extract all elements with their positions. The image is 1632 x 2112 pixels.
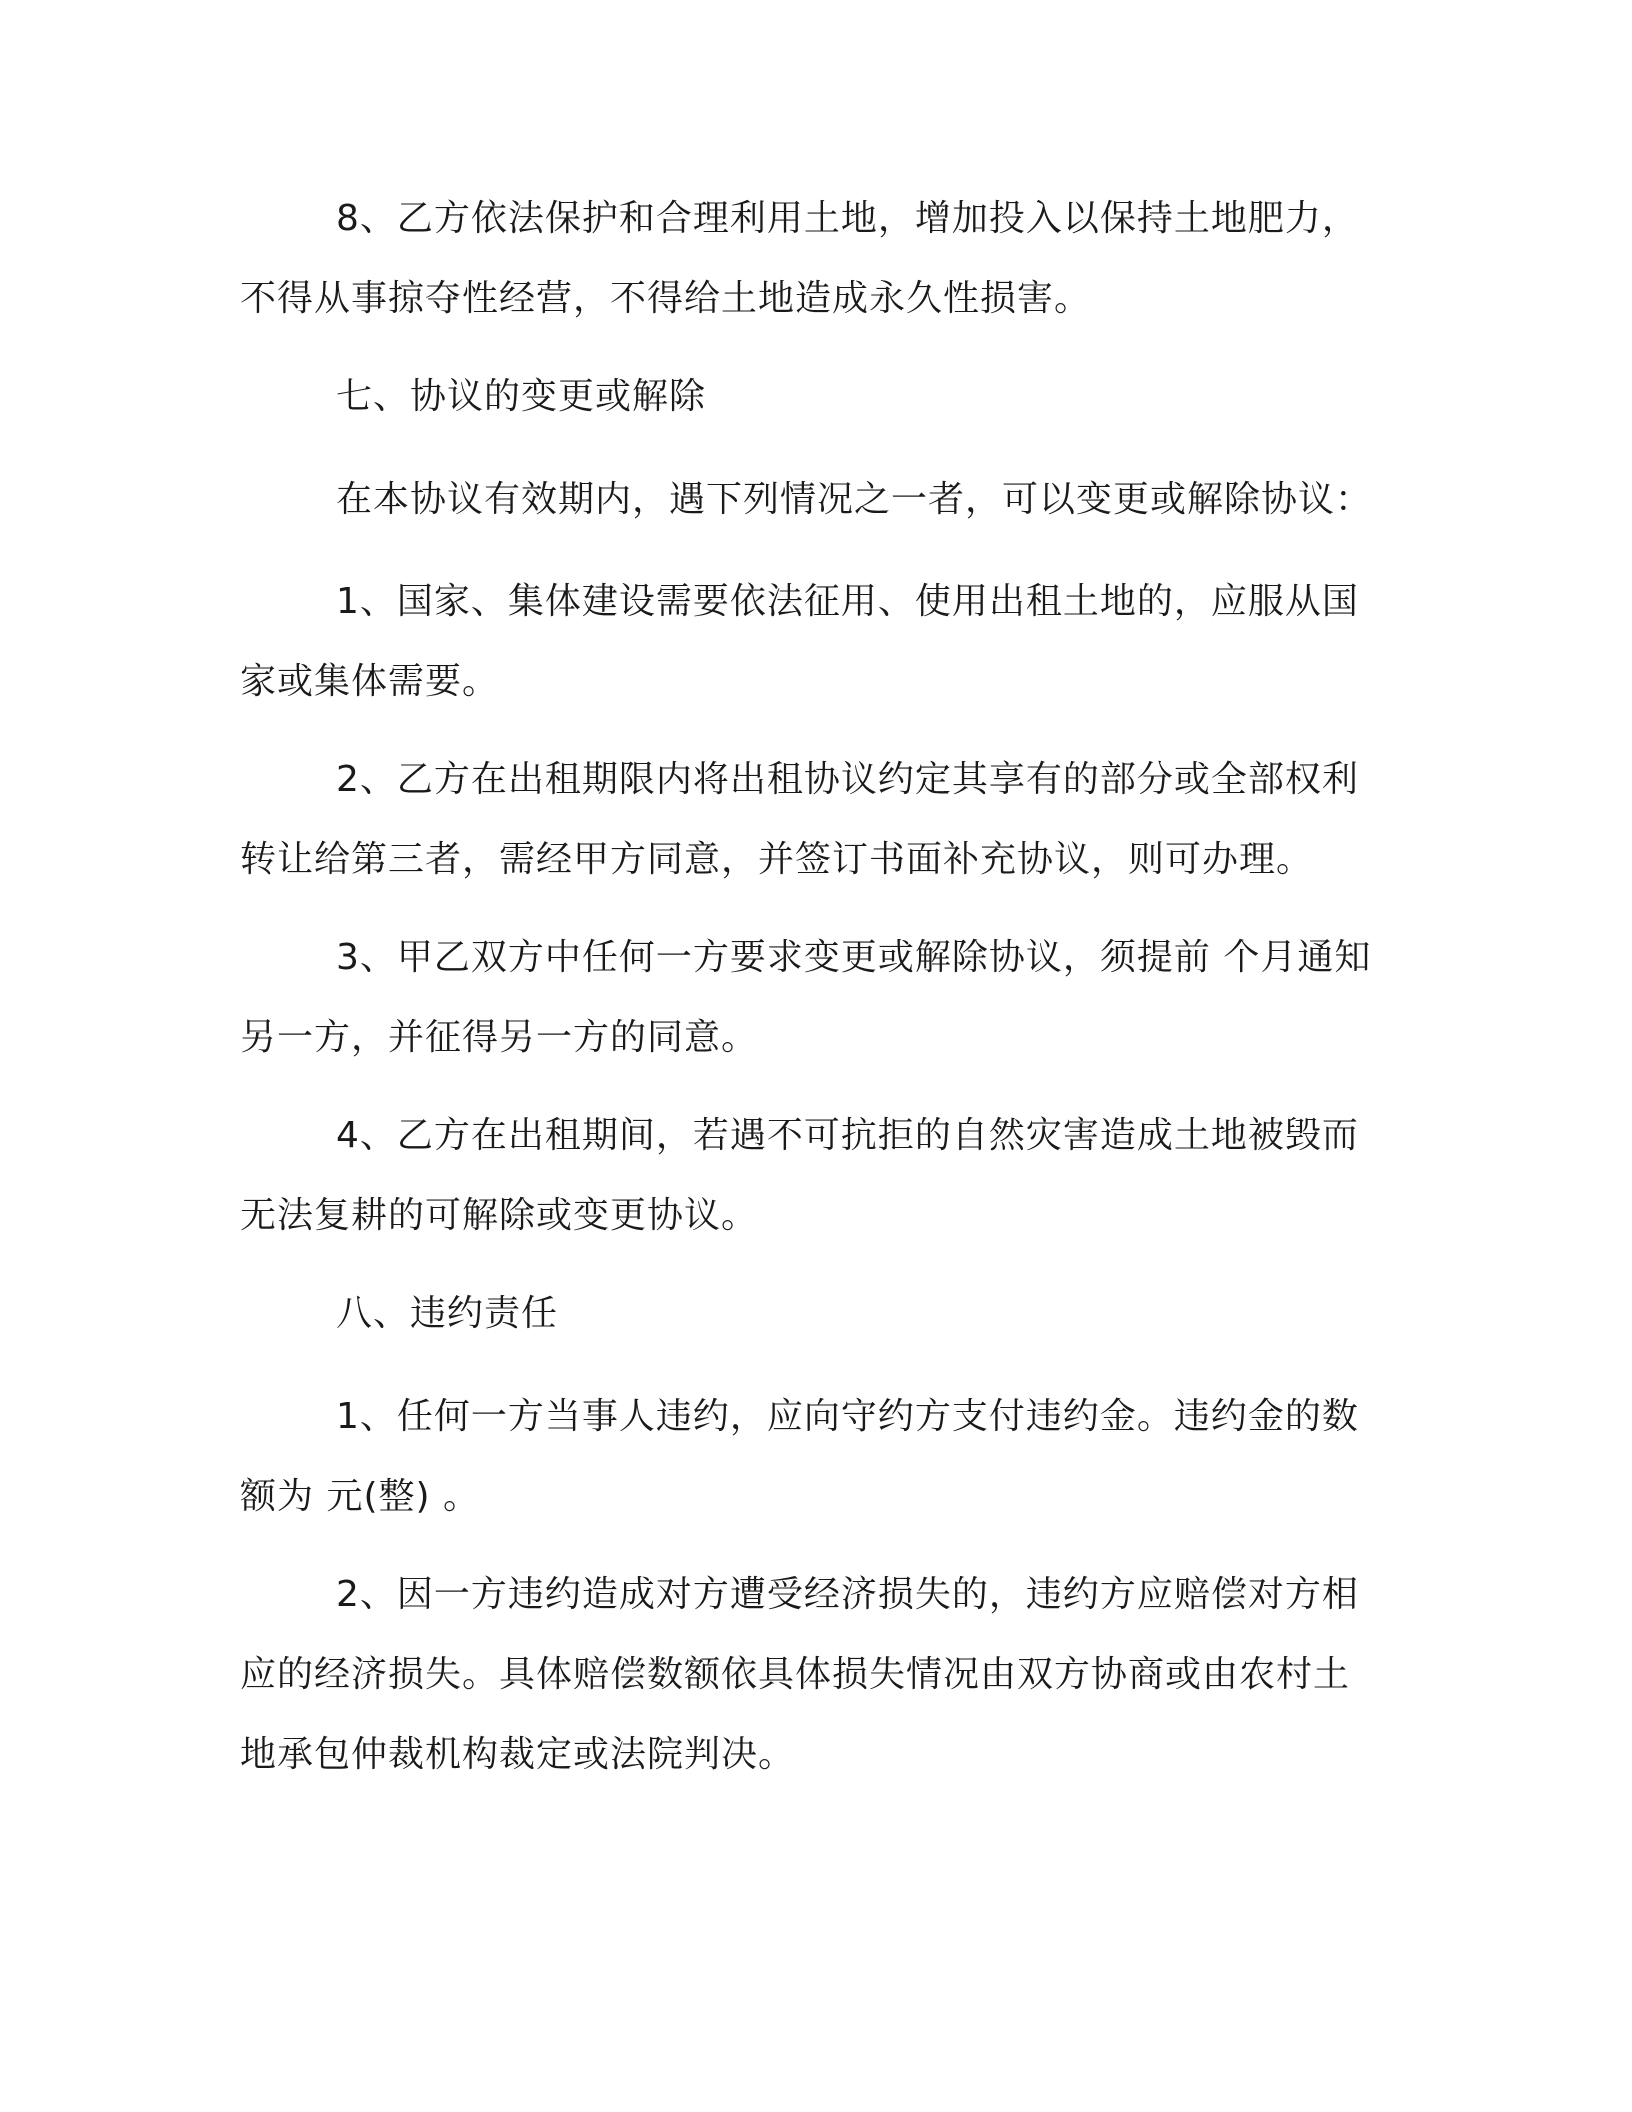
text-line: 转让给第三者，需经甲方同意，并签订书面补充协议，则可办理。 — [240, 839, 1314, 880]
clause-8-1 — [240, 1377, 1360, 1537]
text-line: 1、任何一方当事人违约，应向守约方支付违约金。违约金的数 — [336, 1396, 1359, 1437]
clause-7-3 — [240, 918, 1372, 1078]
text-line: 无法复耕的可解除或变更协议。 — [240, 1195, 759, 1236]
text-line: 2、因一方违约造成对方遭受经济损失的，违约方应赔偿对方相 — [336, 1574, 1359, 1615]
section-7-heading — [240, 357, 1360, 437]
clause-7-4 — [240, 1096, 1360, 1256]
text-line: 额为 元(整) 。 — [240, 1476, 480, 1517]
clause-8-2 — [240, 1555, 1360, 1795]
section-8-heading — [240, 1274, 1360, 1354]
text-line: 家或集体需要。 — [240, 661, 500, 702]
text-line: 3、甲乙双方中任何一方要求变更或解除协议，须提前 个月通知 — [336, 937, 1372, 978]
section-heading: 八、违约责任 — [336, 1293, 559, 1334]
text-line: 应的经济损失。具体赔偿数额依具体损失情况由双方协商或由农村土 — [240, 1654, 1351, 1695]
clause-7-1 — [240, 562, 1360, 722]
text-line: 1、国家、集体建设需要依法征用、使用出租土地的，应服从国 — [336, 581, 1359, 622]
clause-7-2 — [240, 740, 1360, 900]
text-line: 另一方，并征得另一方的同意。 — [240, 1017, 759, 1058]
text-line: 地承包仲裁机构裁定或法院判决。 — [240, 1734, 796, 1775]
section-7-intro — [240, 460, 1373, 540]
text-line: 8、乙方依法保护和合理利用土地，增加投入以保持土地肥力， — [336, 198, 1359, 239]
text-line: 4、乙方在出租期间，若遇不可抗拒的自然灾害造成土地被毁而 — [336, 1115, 1359, 1156]
text-line: 2、乙方在出租期限内将出租协议约定其享有的部分或全部权利 — [336, 759, 1359, 800]
text-line: 在本协议有效期内，遇下列情况之一者，可以变更或解除协议： — [336, 479, 1373, 520]
clause-6-8 — [240, 179, 1360, 339]
section-heading: 七、协议的变更或解除 — [336, 376, 707, 417]
text-line: 不得从事掠夺性经营，不得给土地造成永久性损害。 — [240, 278, 1092, 319]
